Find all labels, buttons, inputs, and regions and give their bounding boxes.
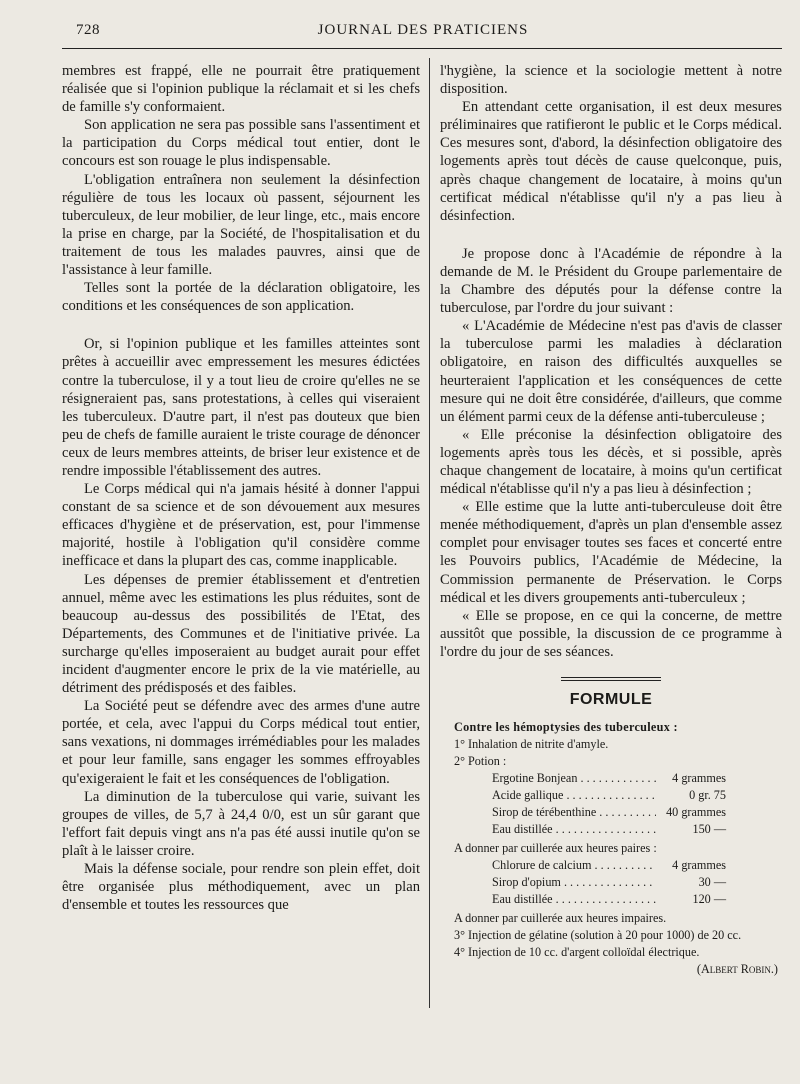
author-signature: (Albert Robin.) bbox=[696, 962, 778, 977]
page-number: 728 bbox=[76, 22, 100, 38]
right-column bbox=[440, 62, 782, 978]
ingredient-qty: 4 grammes bbox=[672, 771, 726, 786]
ingredient-row bbox=[440, 891, 782, 908]
paragraph: En attendant cette organisation, il est deux mesures préliminaires que ratifieront le public et le Corps médical. Ces mesures sont, d'abord, la désinfection obligatoire des logements après tout décès de cause quelconque, puis, après chaque changement de locataire, à moins qu'un certificat médical n'établisse qu'il n'y a pas lieu à désinfection. bbox=[440, 99, 782, 224]
ingredient-name: Acide gallique . . . bbox=[492, 787, 656, 804]
formule-item: 3° Injection de gélatine (solution à 20 pour 1000) de 20 cc. bbox=[454, 928, 742, 943]
paragraph: Je propose donc à l'Académie de répondre à la demande de M. le Président du Groupe parlementaire de la Chambre des députés pour la défense contre la tuberculose, par l'ordre du jour suivant : bbox=[440, 245, 782, 317]
paragraph: Son application ne sera pas possible sans l'assentiment et la participation du Corps médical tout entier, dont le concours est son rouage le plus indispensable. bbox=[62, 117, 420, 170]
paragraph: Le Corps médical qui n'a jamais hésité à donner l'appui constant de sa science et de son dévouement aux mesures efficaces d'hygiène et de préservation, est, pour l'immense majorité, hostile à l'obligation qu'il considère comme inefficace et dans la plupart des cas, comme inapplicable. bbox=[62, 481, 420, 570]
ingredient-qty: 120 — bbox=[692, 892, 726, 907]
section-divider bbox=[561, 677, 661, 681]
ingredient-row bbox=[440, 804, 782, 821]
formule-block bbox=[440, 719, 782, 978]
ingredient-name: Eau distillée . . . bbox=[492, 891, 656, 908]
ingredient-row bbox=[440, 787, 782, 804]
dosage-note: A donner par cuillerée aux heures impaires. bbox=[454, 911, 667, 926]
ingredient-name: Sirop d'opium . . . bbox=[492, 874, 656, 891]
ingredient-qty: 40 grammes bbox=[666, 805, 726, 820]
paragraph: l'hygiène, la science et la sociologie mettent à notre disposition. bbox=[440, 63, 782, 98]
paragraph: La Société peut se défendre avec des armes d'une autre portée, et cela, avec l'appui du Corps médical tout entier, sans vexations, ni dommages irrémédiables pour les malades et pour leur famille, sans engager les sommes effroyables qu'exigeraient le fait et les conséquences de l'obligation. bbox=[62, 698, 420, 787]
paragraph: Mais la défense sociale, pour rendre son plein effet, doit être organisée plus méthodiquement, avec un plan d'ensemble et toutes les ressources que bbox=[62, 861, 420, 914]
ingredient-row bbox=[440, 770, 782, 787]
paragraph: Or, si l'opinion publique et les familles atteintes sont prêtes à accueillir avec empressement les mesures édictées contre la tuberculose, il y a tout lieu de croire qu'elles ne se résigneraient pas, sans protestations, à celles qui viseraient les tuberculeux. D'autre part, il n'est pas douteux que bien peu de chefs de famille auraient le triste courage de dénoncer ceux de leurs membres atteints, de briser leur existence et de rendre impossible l'établissement des autres. bbox=[62, 336, 420, 479]
ingredient-row bbox=[440, 857, 782, 874]
formule-item: 2° Potion : bbox=[454, 754, 507, 769]
paragraph: membres est frappé, elle ne pourrait être pratiquement réalisée que si l'opinion publique la réclamait et si les chefs de famille s'y conformaient. bbox=[62, 63, 420, 116]
ingredient-qty: 30 — bbox=[698, 875, 726, 890]
dosage-note: A donner par cuillerée aux heures paires : bbox=[454, 841, 657, 856]
ingredient-name: Eau distillée . . . bbox=[492, 821, 656, 838]
ingredient-row bbox=[440, 821, 782, 838]
running-title: JOURNAL DES PRATICIENS bbox=[317, 22, 529, 38]
paragraph: « L'Académie de Médecine n'est pas d'avis de classer la tuberculose parmi les maladies à déclaration obligatoire, en raison des difficultés auxquelles se heurteraient l'application et les conséquences de cette mesure qui ne doit être considérée, d'ailleurs, que comme un élément parmi ceux de la défense anti-tuberculeuse ; bbox=[440, 318, 782, 425]
page-header bbox=[62, 22, 784, 44]
column-divider bbox=[429, 58, 430, 1008]
formule-item: 1° Inhalation de nitrite d'amyle. bbox=[454, 737, 609, 752]
header-rule bbox=[62, 48, 782, 49]
ingredient-qty: 150 — bbox=[692, 822, 726, 837]
ingredient-qty: 0 gr. 75 bbox=[689, 788, 726, 803]
paragraph: Telles sont la portée de la déclaration obligatoire, les conditions et les conséquences de son application. bbox=[62, 280, 420, 315]
ingredient-name: Chlorure de calcium . . . bbox=[492, 857, 656, 874]
paragraph: « Elle estime que la lutte anti-tuberculeuse doit être menée méthodiquement, d'après un plan d'ensemble assez complet pour envisager toutes ses faces et concerté entre les Pouvoirs publics, l'Académie de Médecine, la Commission permanente de Préservation. le Corps médical et les divers groupements anti-tuberculeux ; bbox=[440, 499, 782, 606]
formule-title: FORMULE bbox=[569, 691, 653, 708]
formule-heading: Contre les hémoptysies des tuberculeux : bbox=[454, 720, 678, 735]
paragraph: La diminution de la tuberculose qui varie, suivant les groupes de villes, de 5,7 à 24,4 0/0, est un sûr garant que l'effort fait depuis vingt ans n'a pas été aussi inutile qu'on se plaît à le laisser croire. bbox=[62, 788, 420, 859]
ingredient-row bbox=[440, 874, 782, 891]
ingredient-name: Ergotine Bonjean . . . bbox=[492, 770, 656, 787]
paragraph: Les dépenses de premier établissement et d'entretien annuel, même avec les estimations les plus réduites, sont de beaucoup au-dessus des possibilités de l'Etat, des Départements, des Communes et de l'initiative privée. La surcharge qu'elles imposeraient au budget aurait pour effet incident d'augmenter encore le prix de la vie matérielle, au détriment des prédisposés et des faibles. bbox=[62, 571, 420, 697]
left-column bbox=[62, 62, 420, 914]
paragraph: L'obligation entraînera non seulement la désinfection régulière de tous les locaux où passent, séjournent les tuberculeux, de leur mobilier, de leur linge, etc., mais encore la prise en charge, par la Société, de l'hospitalisation et du traitement de tous les malades pauvres, ainsi que de l'assistance à leur famille. bbox=[62, 171, 420, 279]
formule-item: 4° Injection de 10 cc. d'argent colloïdal électrique. bbox=[454, 945, 700, 960]
paragraph: « Elle préconise la désinfection obligatoire des logements après tous les décès, et si possible, après chaque changement de locataire, à moins qu'un certificat médical n'établisse qu'il n'y a pas lieu à désinfection ; bbox=[440, 426, 782, 498]
ingredient-qty: 4 grammes bbox=[672, 858, 726, 873]
ingredient-name: Sirop de térébenthine . . . bbox=[492, 804, 656, 821]
paragraph: « Elle se propose, en ce qui la concerne, de mettre aussitôt que possible, la discussion de ce programme à l'ordre du jour de ses séances. bbox=[440, 607, 782, 660]
